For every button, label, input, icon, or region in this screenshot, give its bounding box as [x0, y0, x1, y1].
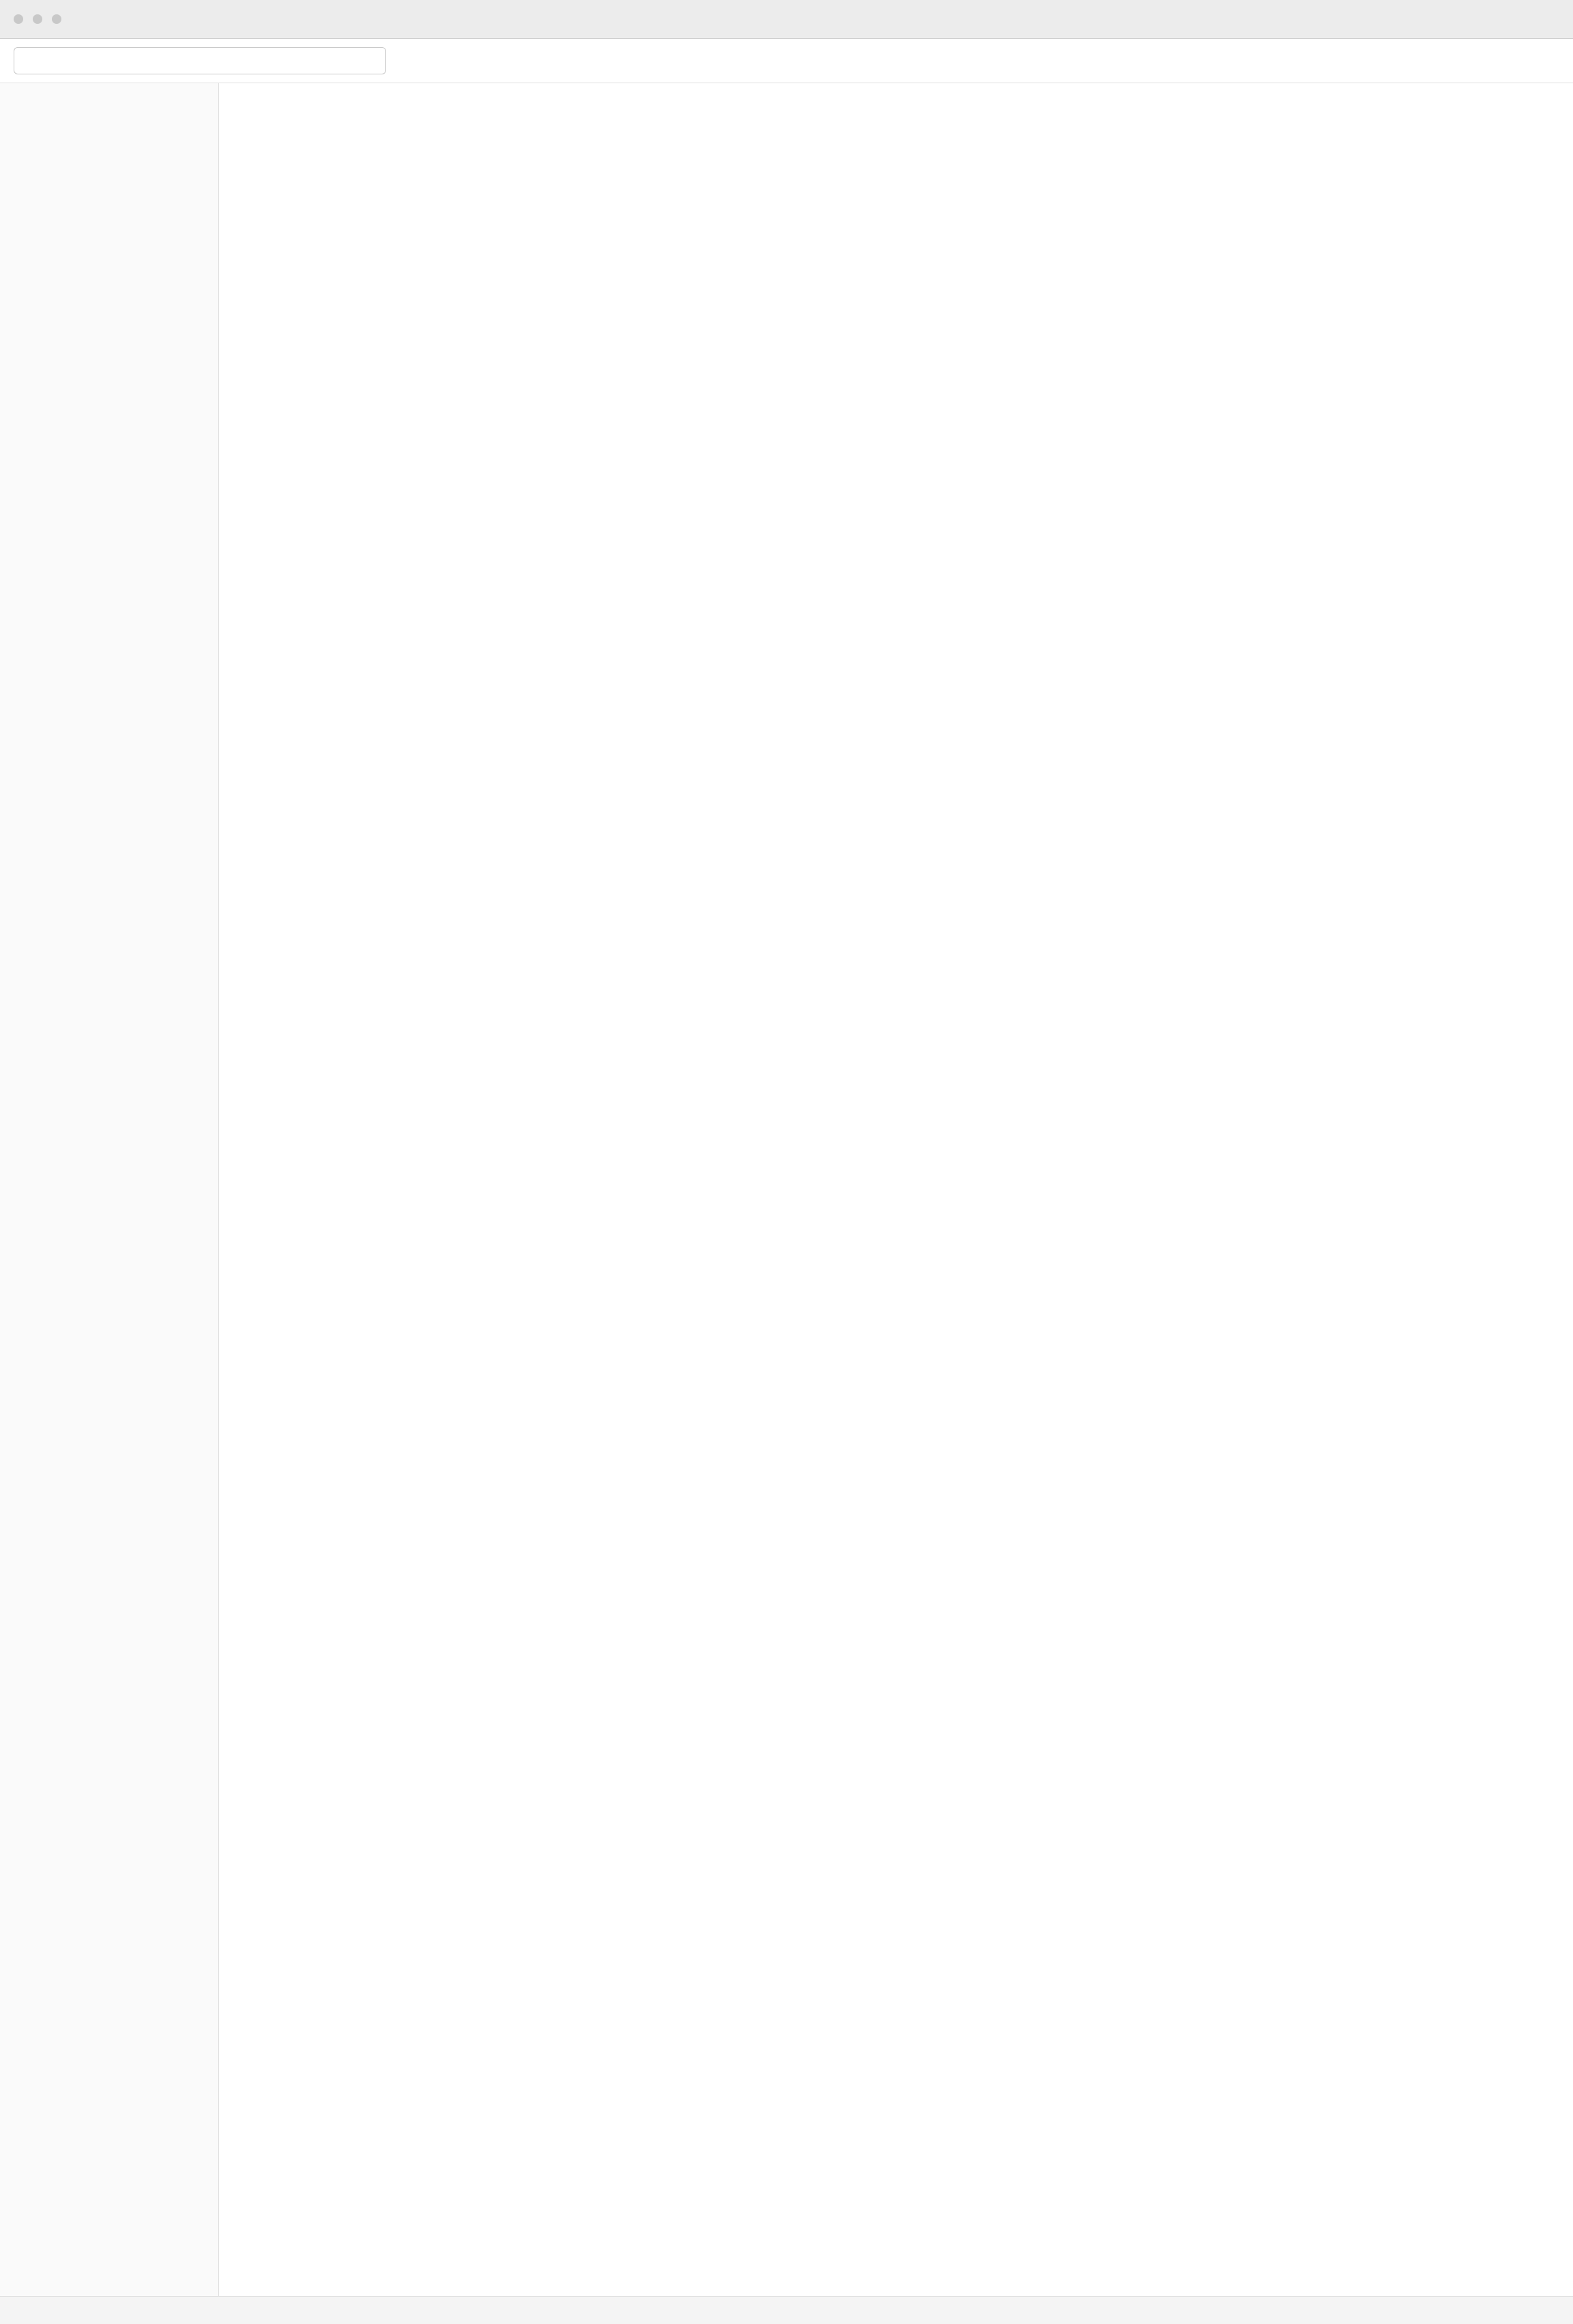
- minimize-window-icon[interactable]: [33, 14, 42, 24]
- close-window-icon[interactable]: [14, 14, 23, 24]
- maximize-window-icon[interactable]: [52, 14, 61, 24]
- title-bar: [0, 0, 1573, 39]
- status-bar: [0, 2296, 1573, 2324]
- content-area: [0, 83, 1573, 2296]
- search-input[interactable]: [14, 47, 386, 74]
- sidebar: [0, 83, 219, 2296]
- main-panel: [219, 83, 1573, 2296]
- toolbar: [0, 39, 1573, 83]
